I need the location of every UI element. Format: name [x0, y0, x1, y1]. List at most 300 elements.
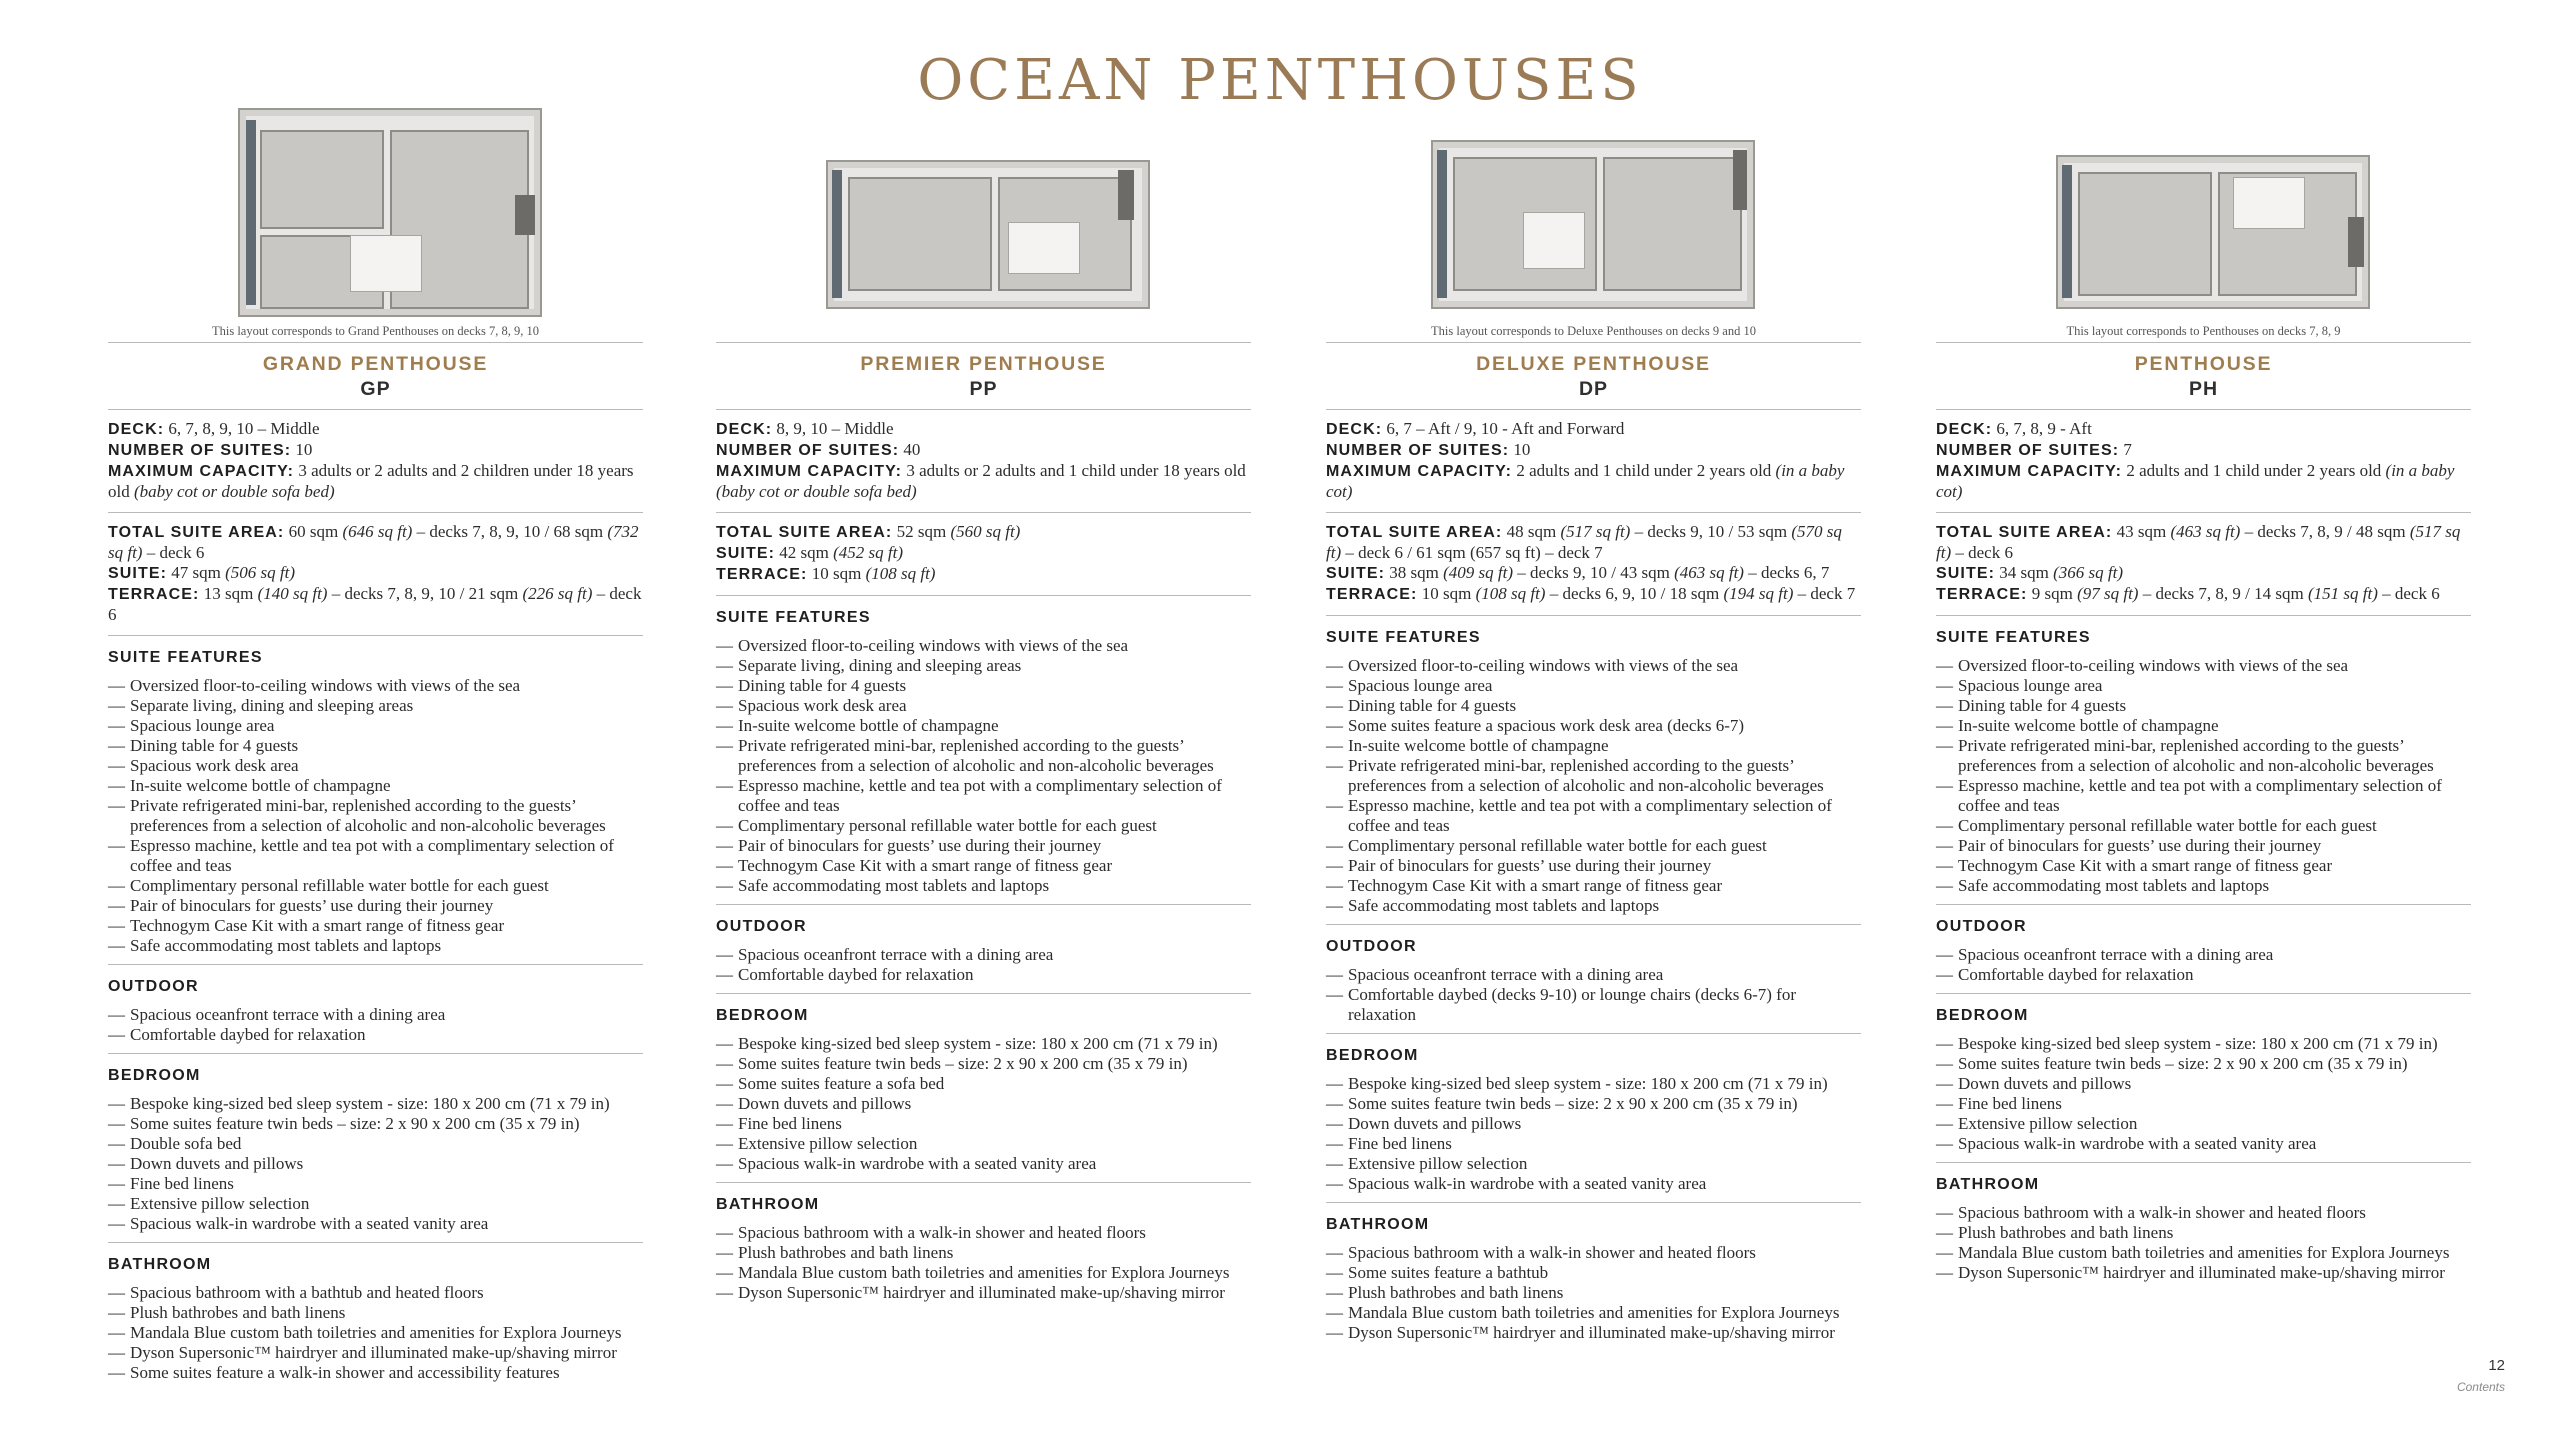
suite-code: PH: [2188, 378, 2219, 400]
dash-bullet: —: [108, 1134, 125, 1153]
feature-text: Mandala Blue custom bath toiletries and amenities for Explora Journeys: [738, 1263, 1230, 1282]
dash-bullet: —: [1326, 965, 1343, 984]
feature-text: Bespoke king-sized bed sleep system - size: 180 x 200 cm (71 x 79 in): [738, 1034, 1218, 1053]
dash-bullet: —: [1326, 1134, 1343, 1153]
feature-text: Down duvets and pillows: [1348, 1114, 1522, 1133]
area-label: TERRACE:: [108, 586, 200, 603]
feature-item: [1326, 896, 1861, 916]
dash-bullet: —: [716, 1074, 733, 1093]
feature-item: [1326, 1263, 1861, 1283]
plan-caption: This layout corresponds to Deluxe Penthouses on decks 9 and 10: [1431, 324, 1756, 338]
dash-bullet: —: [716, 636, 733, 655]
feature-item: [108, 1303, 643, 1323]
dash-bullet: —: [716, 1223, 733, 1242]
feature-item: [716, 1054, 1251, 1074]
floor-plan-drawing: [2056, 155, 2370, 309]
feature-item: [716, 636, 1251, 656]
feature-text: Separate living, dining and sleeping areas: [738, 656, 1022, 675]
feature-text: Spacious bathroom with a walk-in shower and heated floors: [1348, 1243, 1756, 1262]
feature-item: [716, 836, 1251, 856]
dash-bullet: —: [108, 1303, 125, 1322]
area-value: (732 sq ft): [108, 522, 639, 562]
feature-text: Comfortable daybed for relaxation: [1958, 965, 2194, 984]
suite-code: PP: [969, 378, 998, 400]
dash-bullet: —: [108, 1194, 125, 1213]
feature-text: Private refrigerated mini-bar, replenished according to the guests’ preferences from a selection of alcoholic and non-alcoholic beverages: [1958, 736, 2434, 775]
area-value: 42 sqm: [775, 543, 834, 562]
plan-room: [260, 130, 384, 229]
feature-text: Spacious oceanfront terrace with a dining area: [1958, 945, 2274, 964]
feature-item: [716, 1223, 1251, 1243]
spec-value: 8, 9, 10 – Middle: [772, 419, 894, 438]
dash-bullet: —: [108, 1363, 125, 1382]
divider: [1936, 1162, 2471, 1163]
section-title: BATHROOM: [716, 1196, 820, 1213]
feature-item: [108, 876, 643, 896]
spec-label: DECK:: [108, 421, 165, 438]
section-title: BEDROOM: [1936, 1007, 2029, 1024]
feature-list: [1326, 1074, 1861, 1202]
spec-note: (in a baby cot): [1936, 461, 2455, 501]
spec-line: [108, 461, 643, 502]
feature-item: [108, 1154, 643, 1174]
feature-text: Spacious work desk area: [738, 696, 907, 715]
dash-bullet: —: [108, 696, 125, 715]
suite-specs: [108, 410, 643, 512]
feature-text: Pair of binoculars for guests’ use during their journey: [130, 896, 494, 915]
divider: [1326, 342, 1861, 343]
feature-item: [716, 676, 1251, 696]
dash-bullet: —: [716, 1114, 733, 1133]
feature-item: [1326, 1174, 1861, 1194]
feature-text: Espresso machine, kettle and tea pot with a complimentary selection of coffee and teas: [1348, 796, 1832, 835]
section-title: SUITE FEATURES: [1936, 629, 2091, 646]
area-value: – decks 9, 10 / 53 sqm: [1630, 522, 1792, 541]
feature-text: Some suites feature twin beds – size: 2 x 90 x 200 cm (35 x 79 in): [1958, 1054, 2408, 1073]
dash-bullet: —: [108, 936, 125, 955]
area-label: SUITE:: [108, 565, 168, 582]
feature-item: [716, 1034, 1251, 1054]
area-value: – decks 7, 8, 9, 10 / 68 sqm: [412, 522, 608, 541]
feature-item: [1936, 1263, 2471, 1283]
suite-column-grand-penthouse: [108, 100, 643, 1391]
feature-item: [1936, 1094, 2471, 1114]
feature-list: [1326, 1243, 1861, 1351]
contents-link[interactable]: Contents: [2456, 1380, 2505, 1394]
area-label: TOTAL SUITE AREA:: [108, 524, 285, 541]
feature-text: Down duvets and pillows: [1958, 1074, 2132, 1093]
dash-bullet: —: [1936, 1094, 1953, 1113]
dash-bullet: —: [1936, 876, 1953, 895]
dash-bullet: —: [716, 676, 733, 695]
spec-value: 2 adults and 1 child under 2 years old: [2122, 461, 2386, 480]
suite-name: DELUXE PENTHOUSE: [1476, 353, 1711, 375]
dash-bullet: —: [1936, 1134, 1953, 1153]
dash-bullet: —: [108, 1025, 125, 1044]
section-title: SUITE FEATURES: [1326, 629, 1481, 646]
dash-bullet: —: [108, 796, 125, 815]
area-line: [1936, 584, 2471, 605]
suite-area: [716, 513, 1251, 595]
section-title: OUTDOOR: [108, 978, 199, 995]
feature-text: Plush bathrobes and bath linens: [738, 1243, 954, 1262]
feature-text: Spacious bathroom with a bathtub and heated floors: [130, 1283, 484, 1302]
dash-bullet: —: [1936, 816, 1953, 835]
feature-text: Spacious oceanfront terrace with a dining area: [738, 945, 1054, 964]
feature-item: [108, 1134, 643, 1154]
dash-bullet: —: [716, 736, 733, 755]
feature-text: Comfortable daybed for relaxation: [130, 1025, 366, 1044]
spec-value: 7: [2119, 440, 2132, 459]
spec-line: [716, 419, 1251, 440]
feature-item: [108, 1363, 643, 1383]
floor-plan-image: [108, 100, 643, 320]
feature-item: [716, 1114, 1251, 1134]
area-value: (409 sq ft): [1443, 563, 1514, 582]
section-title: BATHROOM: [1936, 1176, 2040, 1193]
feature-item: [1326, 985, 1861, 1025]
dash-bullet: —: [1936, 1114, 1953, 1133]
feature-text: Fine bed linens: [130, 1174, 234, 1193]
floor-plan-image: [716, 100, 1251, 320]
feature-text: Spacious lounge area: [130, 716, 275, 735]
dash-bullet: —: [1936, 736, 1953, 755]
spec-note: (baby cot or double sofa bed): [716, 482, 917, 501]
suite-area: [1936, 513, 2471, 615]
area-label: TERRACE:: [1326, 586, 1418, 603]
feature-list: [1936, 945, 2471, 993]
spec-line: [108, 440, 643, 461]
area-value: (517 sq ft): [1936, 522, 2461, 562]
feature-item: [108, 1194, 643, 1214]
feature-item: [716, 736, 1251, 776]
spec-label: MAXIMUM CAPACITY:: [716, 463, 903, 480]
area-label: SUITE:: [1326, 565, 1386, 582]
feature-text: Spacious walk-in wardrobe with a seated vanity area: [1958, 1134, 2317, 1153]
suite-name: PREMIER PENTHOUSE: [860, 353, 1107, 375]
area-label: TERRACE:: [716, 566, 808, 583]
spec-label: DECK:: [1326, 421, 1383, 438]
dash-bullet: —: [1326, 696, 1343, 715]
area-value: (194 sq ft): [1723, 584, 1794, 603]
feature-text: Pair of binoculars for guests’ use during their journey: [1958, 836, 2322, 855]
feature-text: Bespoke king-sized bed sleep system - size: 180 x 200 cm (71 x 79 in): [130, 1094, 610, 1113]
feature-text: Bespoke king-sized bed sleep system - size: 180 x 200 cm (71 x 79 in): [1958, 1034, 2438, 1053]
feature-item: [1326, 965, 1861, 985]
dash-bullet: —: [1326, 676, 1343, 695]
feature-item: [1936, 1054, 2471, 1074]
feature-text: Technogym Case Kit with a smart range of fitness gear: [1958, 856, 2333, 875]
feature-text: Dining table for 4 guests: [130, 736, 299, 755]
section-title: OUTDOOR: [1936, 918, 2027, 935]
feature-list: [108, 1005, 643, 1053]
dash-bullet: —: [1326, 656, 1343, 675]
feature-item: [1936, 876, 2471, 896]
spec-value: 3 adults or 2 adults and 1 child under 18 years old: [902, 461, 1246, 480]
section-title: OUTDOOR: [716, 918, 807, 935]
feature-item: [716, 1283, 1251, 1303]
feature-item: [716, 876, 1251, 896]
spec-value: 3 adults or 2 adults and 2 children under 18 years old: [108, 461, 634, 501]
feature-item: [1936, 1134, 2471, 1154]
spec-label: MAXIMUM CAPACITY:: [108, 463, 295, 480]
spec-note: (in a baby cot): [1326, 461, 1845, 501]
floor-plan-drawing: [826, 160, 1150, 309]
section-title: BEDROOM: [108, 1067, 201, 1084]
dash-bullet: —: [716, 816, 733, 835]
feature-item: [108, 736, 643, 756]
dash-bullet: —: [1936, 945, 1953, 964]
feature-text: Down duvets and pillows: [738, 1094, 912, 1113]
dash-bullet: —: [716, 1134, 733, 1153]
suite-specs: [1936, 410, 2471, 512]
spec-line: [716, 461, 1251, 502]
area-value: – deck 6: [108, 584, 642, 624]
feature-list: [1326, 965, 1861, 1033]
section-title: BATHROOM: [108, 1256, 212, 1273]
feature-item: [108, 1214, 643, 1234]
spec-label: DECK:: [1936, 421, 1993, 438]
suite-column-premier-penthouse: [716, 100, 1251, 1311]
feature-text: Private refrigerated mini-bar, replenished according to the guests’ preferences from a selection of alcoholic and non-alcoholic beverages: [738, 736, 1214, 775]
plan-caption: [716, 324, 1251, 342]
feature-item: [108, 1094, 643, 1114]
dash-bullet: —: [1326, 1174, 1343, 1193]
area-value: (366 sq ft): [2053, 563, 2124, 582]
feature-item: [716, 816, 1251, 836]
area-value: 48 sqm: [1502, 522, 1561, 541]
spec-value: 10: [1509, 440, 1531, 459]
feature-list: [1936, 656, 2471, 904]
feature-item: [716, 965, 1251, 985]
area-value: 34 sqm: [1995, 563, 2054, 582]
area-value: 10 sqm: [1417, 584, 1476, 603]
feature-item: [716, 656, 1251, 676]
area-label: TOTAL SUITE AREA:: [1326, 524, 1503, 541]
area-value: 38 sqm: [1385, 563, 1444, 582]
feature-item: [1936, 1203, 2471, 1223]
divider: [108, 1242, 643, 1243]
dash-bullet: —: [108, 716, 125, 735]
feature-text: Complimentary personal refillable water bottle for each guest: [1958, 816, 2377, 835]
dash-bullet: —: [108, 676, 125, 695]
plan-caption: This layout corresponds to Grand Penthouses on decks 7, 8, 9, 10: [211, 324, 540, 338]
spec-value: 6, 7, 8, 9 - Aft: [1992, 419, 2092, 438]
feature-item: [1326, 1283, 1861, 1303]
dash-bullet: —: [1326, 1283, 1343, 1302]
feature-text: Private refrigerated mini-bar, replenished according to the guests’ preferences from a selection of alcoholic and non-alcoholic beverages: [1348, 756, 1824, 795]
area-value: (646 sq ft): [342, 522, 413, 541]
feature-text: Dyson Supersonic™ hairdryer and illuminated make-up/shaving mirror: [1958, 1263, 2445, 1282]
area-label: TERRACE:: [1936, 586, 2028, 603]
feature-item: [716, 1243, 1251, 1263]
feature-item: [108, 696, 643, 716]
feature-text: Mandala Blue custom bath toiletries and amenities for Explora Journeys: [1348, 1303, 1840, 1322]
section-title: BATHROOM: [1326, 1216, 1430, 1233]
section-title: SUITE FEATURES: [716, 609, 871, 626]
divider: [1326, 615, 1861, 616]
plan-wall: [2348, 217, 2364, 267]
divider: [1936, 615, 2471, 616]
dash-bullet: —: [108, 1005, 125, 1024]
dash-bullet: —: [1326, 756, 1343, 775]
divider: [1326, 1033, 1861, 1034]
floor-plan-image: [1936, 100, 2471, 320]
dash-bullet: —: [108, 916, 125, 935]
area-value: (108 sq ft): [1475, 584, 1546, 603]
dash-bullet: —: [108, 1154, 125, 1173]
divider: [1326, 1202, 1861, 1203]
dash-bullet: —: [1326, 716, 1343, 735]
feature-text: Complimentary personal refillable water bottle for each guest: [1348, 836, 1767, 855]
area-value: – deck 7: [1793, 584, 1856, 603]
dash-bullet: —: [1936, 1203, 1953, 1222]
feature-item: [1326, 1323, 1861, 1343]
feature-item: [1326, 716, 1861, 736]
feature-text: Extensive pillow selection: [1958, 1114, 2138, 1133]
spec-line: [1326, 440, 1861, 461]
suite-specs: [716, 410, 1251, 512]
area-label: TOTAL SUITE AREA:: [1936, 524, 2113, 541]
feature-item: [1936, 716, 2471, 736]
plan-wall: [515, 195, 535, 235]
feature-item: [1936, 836, 2471, 856]
area-value: – decks 7, 8, 9 / 48 sqm: [2240, 522, 2410, 541]
suite-area: [1326, 513, 1861, 615]
feature-text: Spacious oceanfront terrace with a dining area: [1348, 965, 1664, 984]
spec-line: [108, 419, 643, 440]
dash-bullet: —: [716, 1243, 733, 1262]
spec-value: 10: [291, 440, 313, 459]
feature-item: [108, 676, 643, 696]
plan-wall: [1733, 150, 1747, 210]
feature-item: [716, 696, 1251, 716]
feature-item: [1936, 736, 2471, 776]
spec-line: [1936, 461, 2471, 502]
area-line: [1936, 522, 2471, 563]
dash-bullet: —: [1326, 1303, 1343, 1322]
dash-bullet: —: [716, 1054, 733, 1073]
dash-bullet: —: [108, 876, 125, 895]
feature-item: [1326, 736, 1861, 756]
feature-item: [108, 936, 643, 956]
dash-bullet: —: [108, 1114, 125, 1133]
feature-list: [1326, 656, 1861, 924]
dash-bullet: —: [1936, 1054, 1953, 1073]
dash-bullet: —: [716, 1154, 733, 1173]
dash-bullet: —: [716, 1094, 733, 1113]
feature-text: Extensive pillow selection: [1348, 1154, 1528, 1173]
dash-bullet: —: [1326, 1114, 1343, 1133]
feature-list: [108, 676, 643, 964]
feature-text: Separate living, dining and sleeping areas: [130, 696, 414, 715]
spec-label: NUMBER OF SUITES:: [1936, 442, 2120, 459]
feature-text: Dyson Supersonic™ hairdryer and illuminated make-up/shaving mirror: [130, 1343, 617, 1362]
feature-item: [108, 1343, 643, 1363]
area-value: 43 sqm: [2112, 522, 2171, 541]
suite-column-penthouse: [1936, 100, 2471, 1291]
area-value: (506 sq ft): [225, 563, 296, 582]
feature-item: [108, 1174, 643, 1194]
spec-value: 2 adults and 1 child under 2 years old: [1512, 461, 1776, 480]
spec-note: (baby cot or double sofa bed): [133, 482, 335, 501]
feature-item: [716, 1263, 1251, 1283]
feature-text: Fine bed linens: [1348, 1134, 1452, 1153]
feature-text: Dining table for 4 guests: [1348, 696, 1517, 715]
feature-text: Mandala Blue custom bath toiletries and amenities for Explora Journeys: [130, 1323, 622, 1342]
divider: [108, 342, 643, 343]
feature-item: [716, 1074, 1251, 1094]
spec-line: [716, 440, 1251, 461]
area-value: 10 sqm: [807, 564, 866, 583]
dash-bullet: —: [1326, 985, 1343, 1004]
dash-bullet: —: [1326, 1154, 1343, 1173]
plan-room: [2078, 172, 2212, 296]
area-value: (97 sq ft): [2077, 584, 2139, 603]
area-value: 13 sqm: [199, 584, 258, 603]
feature-text: Technogym Case Kit with a smart range of fitness gear: [738, 856, 1113, 875]
plan-bed: [350, 235, 422, 292]
feature-text: Spacious lounge area: [1348, 676, 1493, 695]
divider: [1326, 924, 1861, 925]
feature-text: Private refrigerated mini-bar, replenished according to the guests’ preferences from a selection of alcoholic and non-alcoholic beverages: [130, 796, 606, 835]
area-value: – deck 6: [2377, 584, 2440, 603]
dash-bullet: —: [1936, 1034, 1953, 1053]
divider: [108, 635, 643, 636]
suite-name: PENTHOUSE: [2134, 353, 2273, 375]
feature-text: Extensive pillow selection: [130, 1194, 310, 1213]
dash-bullet: —: [716, 696, 733, 715]
feature-text: Technogym Case Kit with a smart range of fitness gear: [1348, 876, 1723, 895]
dash-bullet: —: [108, 1174, 125, 1193]
divider: [108, 1053, 643, 1054]
plan-terrace-glass: [246, 120, 256, 305]
feature-item: [108, 776, 643, 796]
feature-item: [1936, 965, 2471, 985]
plan-terrace-glass: [2062, 165, 2072, 298]
dash-bullet: —: [108, 1283, 125, 1302]
feature-item: [1326, 656, 1861, 676]
feature-item: [1936, 1243, 2471, 1263]
area-line: [716, 543, 1251, 564]
area-value: (463 sq ft): [2170, 522, 2241, 541]
dash-bullet: —: [108, 736, 125, 755]
feature-text: Espresso machine, kettle and tea pot with a complimentary selection of coffee and teas: [738, 776, 1222, 815]
feature-item: [1936, 945, 2471, 965]
dash-bullet: —: [1326, 836, 1343, 855]
floor-plan-drawing: [238, 108, 542, 317]
feature-item: [1326, 876, 1861, 896]
feature-text: Safe accommodating most tablets and laptops: [1348, 896, 1660, 915]
feature-text: In-suite welcome bottle of champagne: [130, 776, 391, 795]
page-number: 12: [2488, 1357, 2505, 1374]
divider: [716, 1182, 1251, 1183]
feature-list: [716, 945, 1251, 993]
feature-text: Some suites feature a sofa bed: [738, 1074, 945, 1093]
dash-bullet: —: [716, 1034, 733, 1053]
feature-text: Spacious walk-in wardrobe with a seated vanity area: [130, 1214, 489, 1233]
dash-bullet: —: [108, 756, 125, 775]
feature-item: [108, 896, 643, 916]
feature-text: Dyson Supersonic™ hairdryer and illuminated make-up/shaving mirror: [1348, 1323, 1835, 1342]
dash-bullet: —: [1936, 716, 1953, 735]
area-value: 52 sqm: [892, 522, 951, 541]
section-title: OUTDOOR: [1326, 938, 1417, 955]
feature-text: Some suites feature a bathtub: [1348, 1263, 1549, 1282]
feature-text: Pair of binoculars for guests’ use during their journey: [1348, 856, 1712, 875]
feature-item: [716, 1094, 1251, 1114]
feature-item: [1936, 1034, 2471, 1054]
